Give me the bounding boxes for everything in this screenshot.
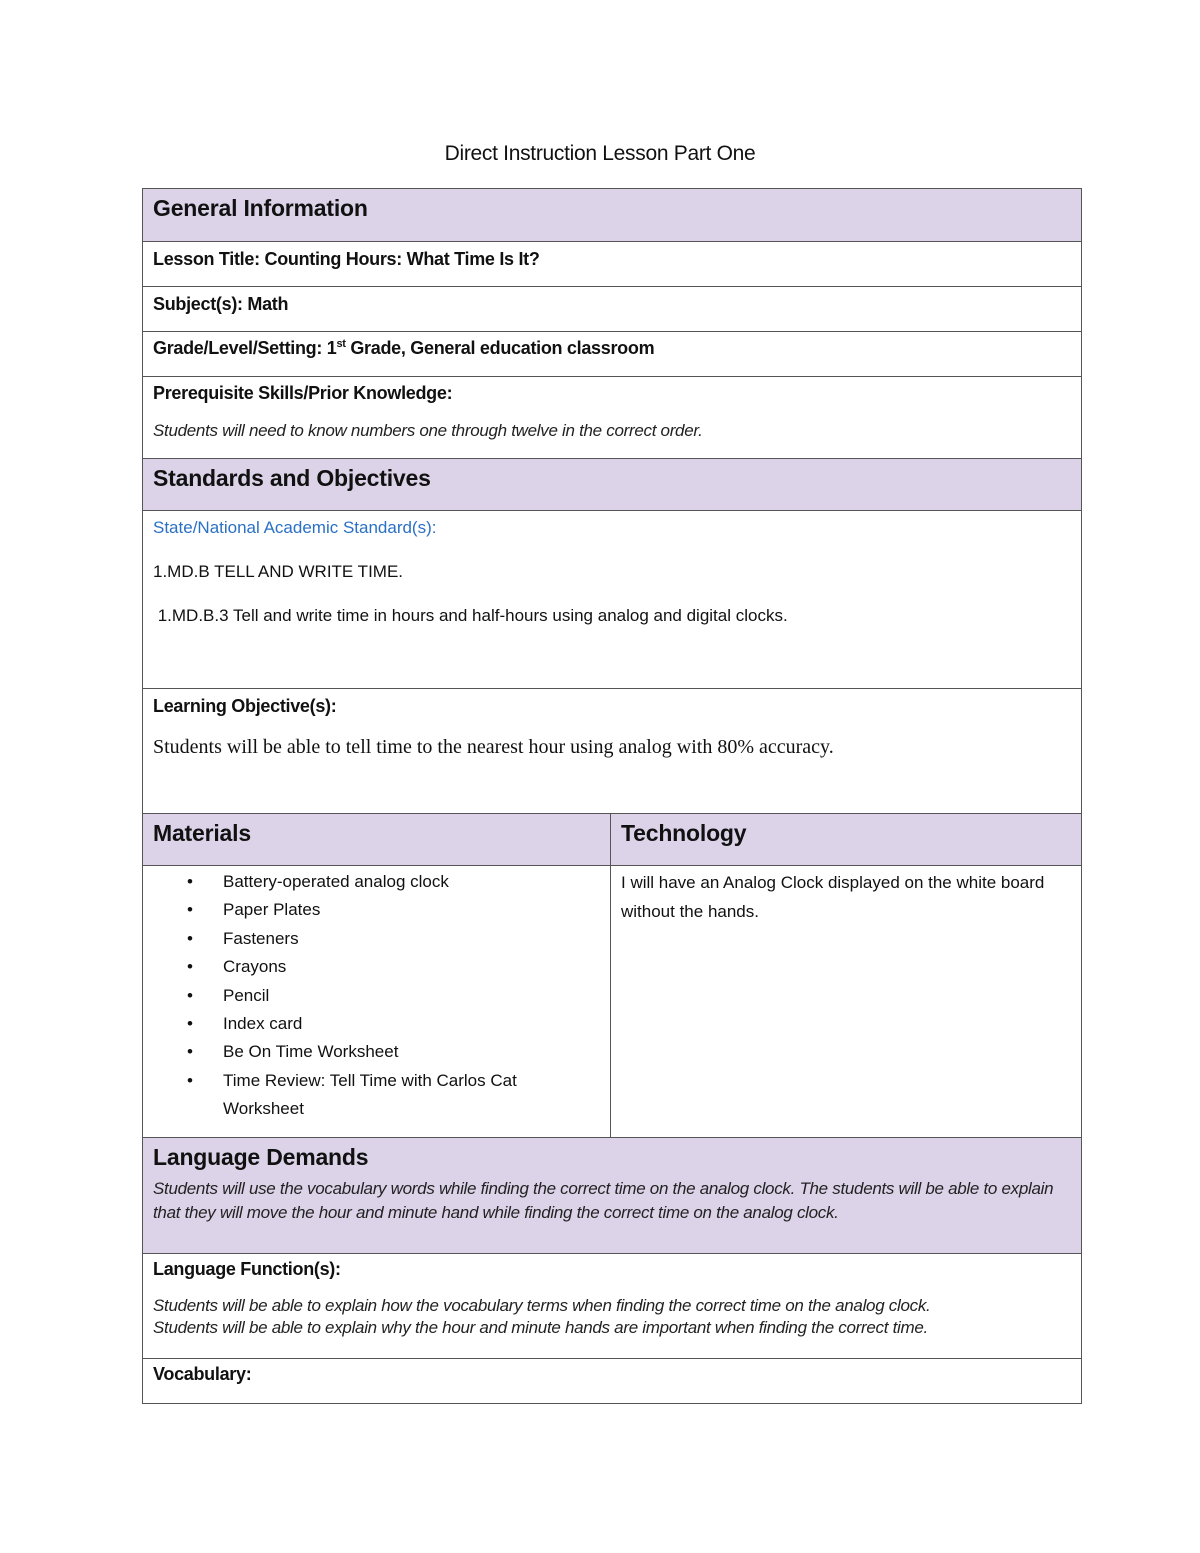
standards-header: Standards and Objectives xyxy=(153,465,431,491)
list-item: • Paper Plates xyxy=(153,896,563,924)
technology-text: I will have an Analog Clock displayed on the white board without the hands. xyxy=(621,873,1045,921)
bullet-icon: • xyxy=(187,872,193,891)
language-demands-text: Students will use the vocabulary words while finding the correct time on the analog clock. The students will be able to explain that they will move the hour and minute hand while finding the correct time on the analog clock. xyxy=(153,1179,1054,1222)
prereq-row xyxy=(143,377,1082,459)
lesson-title-row xyxy=(143,242,1082,287)
grade-superscript: st xyxy=(336,338,346,350)
list-item: • Time Review: Tell Time with Carlos Cat Worksheet xyxy=(153,1067,563,1124)
general-info-header: General Information xyxy=(153,195,368,221)
objective-label: Learning Objective(s): xyxy=(153,696,337,716)
language-function-line-1: Students will be able to explain how the vocabulary terms when finding the correct time on the analog clock. xyxy=(153,1296,931,1315)
standard-2: 1.MD.B.3 Tell and write time in hours and half-hours using analog and digital clocks. xyxy=(153,606,788,625)
language-function-label: Language Function(s): xyxy=(153,1259,341,1279)
materials-tech-row xyxy=(143,866,1082,1138)
standards-row xyxy=(143,511,1082,689)
bullet-icon: • xyxy=(187,957,193,977)
list-item: • Battery-operated analog clock xyxy=(153,868,563,896)
bullet-icon: • xyxy=(187,1042,193,1062)
technology-header: Technology xyxy=(621,820,747,846)
document-title: Direct Instruction Lesson Part One xyxy=(444,142,756,165)
standard-label: State/National Academic Standard(s): xyxy=(153,518,437,537)
prereq-label: Prerequisite Skills/Prior Knowledge: xyxy=(153,383,453,403)
language-function-row xyxy=(143,1254,1082,1359)
objective-text: Students will be able to tell time to the nearest hour using analog with 80% accuracy. xyxy=(153,736,834,758)
standard-1: 1.MD.B TELL AND WRITE TIME. xyxy=(153,562,404,581)
list-item: • Fasteners xyxy=(153,925,563,953)
prereq-text: Students will need to know numbers one through twelve in the correct order. xyxy=(153,421,703,440)
lesson-plan-table xyxy=(142,188,1082,1404)
general-info-header-row xyxy=(143,189,1082,242)
vocabulary-row xyxy=(143,1359,1082,1404)
list-item: • Pencil xyxy=(153,982,563,1010)
list-item: • Index card xyxy=(153,1010,563,1038)
language-function-line-2: Students will be able to explain why the hour and minute hands are important when finding the correct time. xyxy=(153,1318,928,1337)
grade-prefix: Grade/Level/Setting: 1 xyxy=(153,338,337,358)
grade-suffix: Grade, General education classroom xyxy=(345,338,655,358)
bullet-icon: • xyxy=(187,928,193,948)
vocabulary-label: Vocabulary: xyxy=(153,1364,252,1384)
language-demands-row xyxy=(143,1138,1082,1254)
subject-row xyxy=(143,287,1082,332)
objective-row xyxy=(143,689,1082,814)
materials-list xyxy=(153,868,600,1124)
standards-header-row xyxy=(143,459,1082,511)
bullet-icon: • xyxy=(187,900,193,920)
language-demands-header: Language Demands xyxy=(153,1144,369,1170)
lesson-title: Lesson Title: Counting Hours: What Time Is It? xyxy=(153,249,540,269)
bullet-icon: • xyxy=(187,985,193,1005)
materials-header: Materials xyxy=(153,820,251,846)
materials-tech-header-row xyxy=(143,814,1082,866)
subject: Subject(s): Math xyxy=(153,294,289,314)
grade-row xyxy=(143,332,1082,377)
list-item: • Be On Time Worksheet xyxy=(153,1038,563,1066)
bullet-icon: • xyxy=(187,1070,193,1090)
grade-level-setting xyxy=(153,338,1071,359)
list-item: • Crayons xyxy=(153,953,563,981)
bullet-icon: • xyxy=(187,1014,193,1034)
